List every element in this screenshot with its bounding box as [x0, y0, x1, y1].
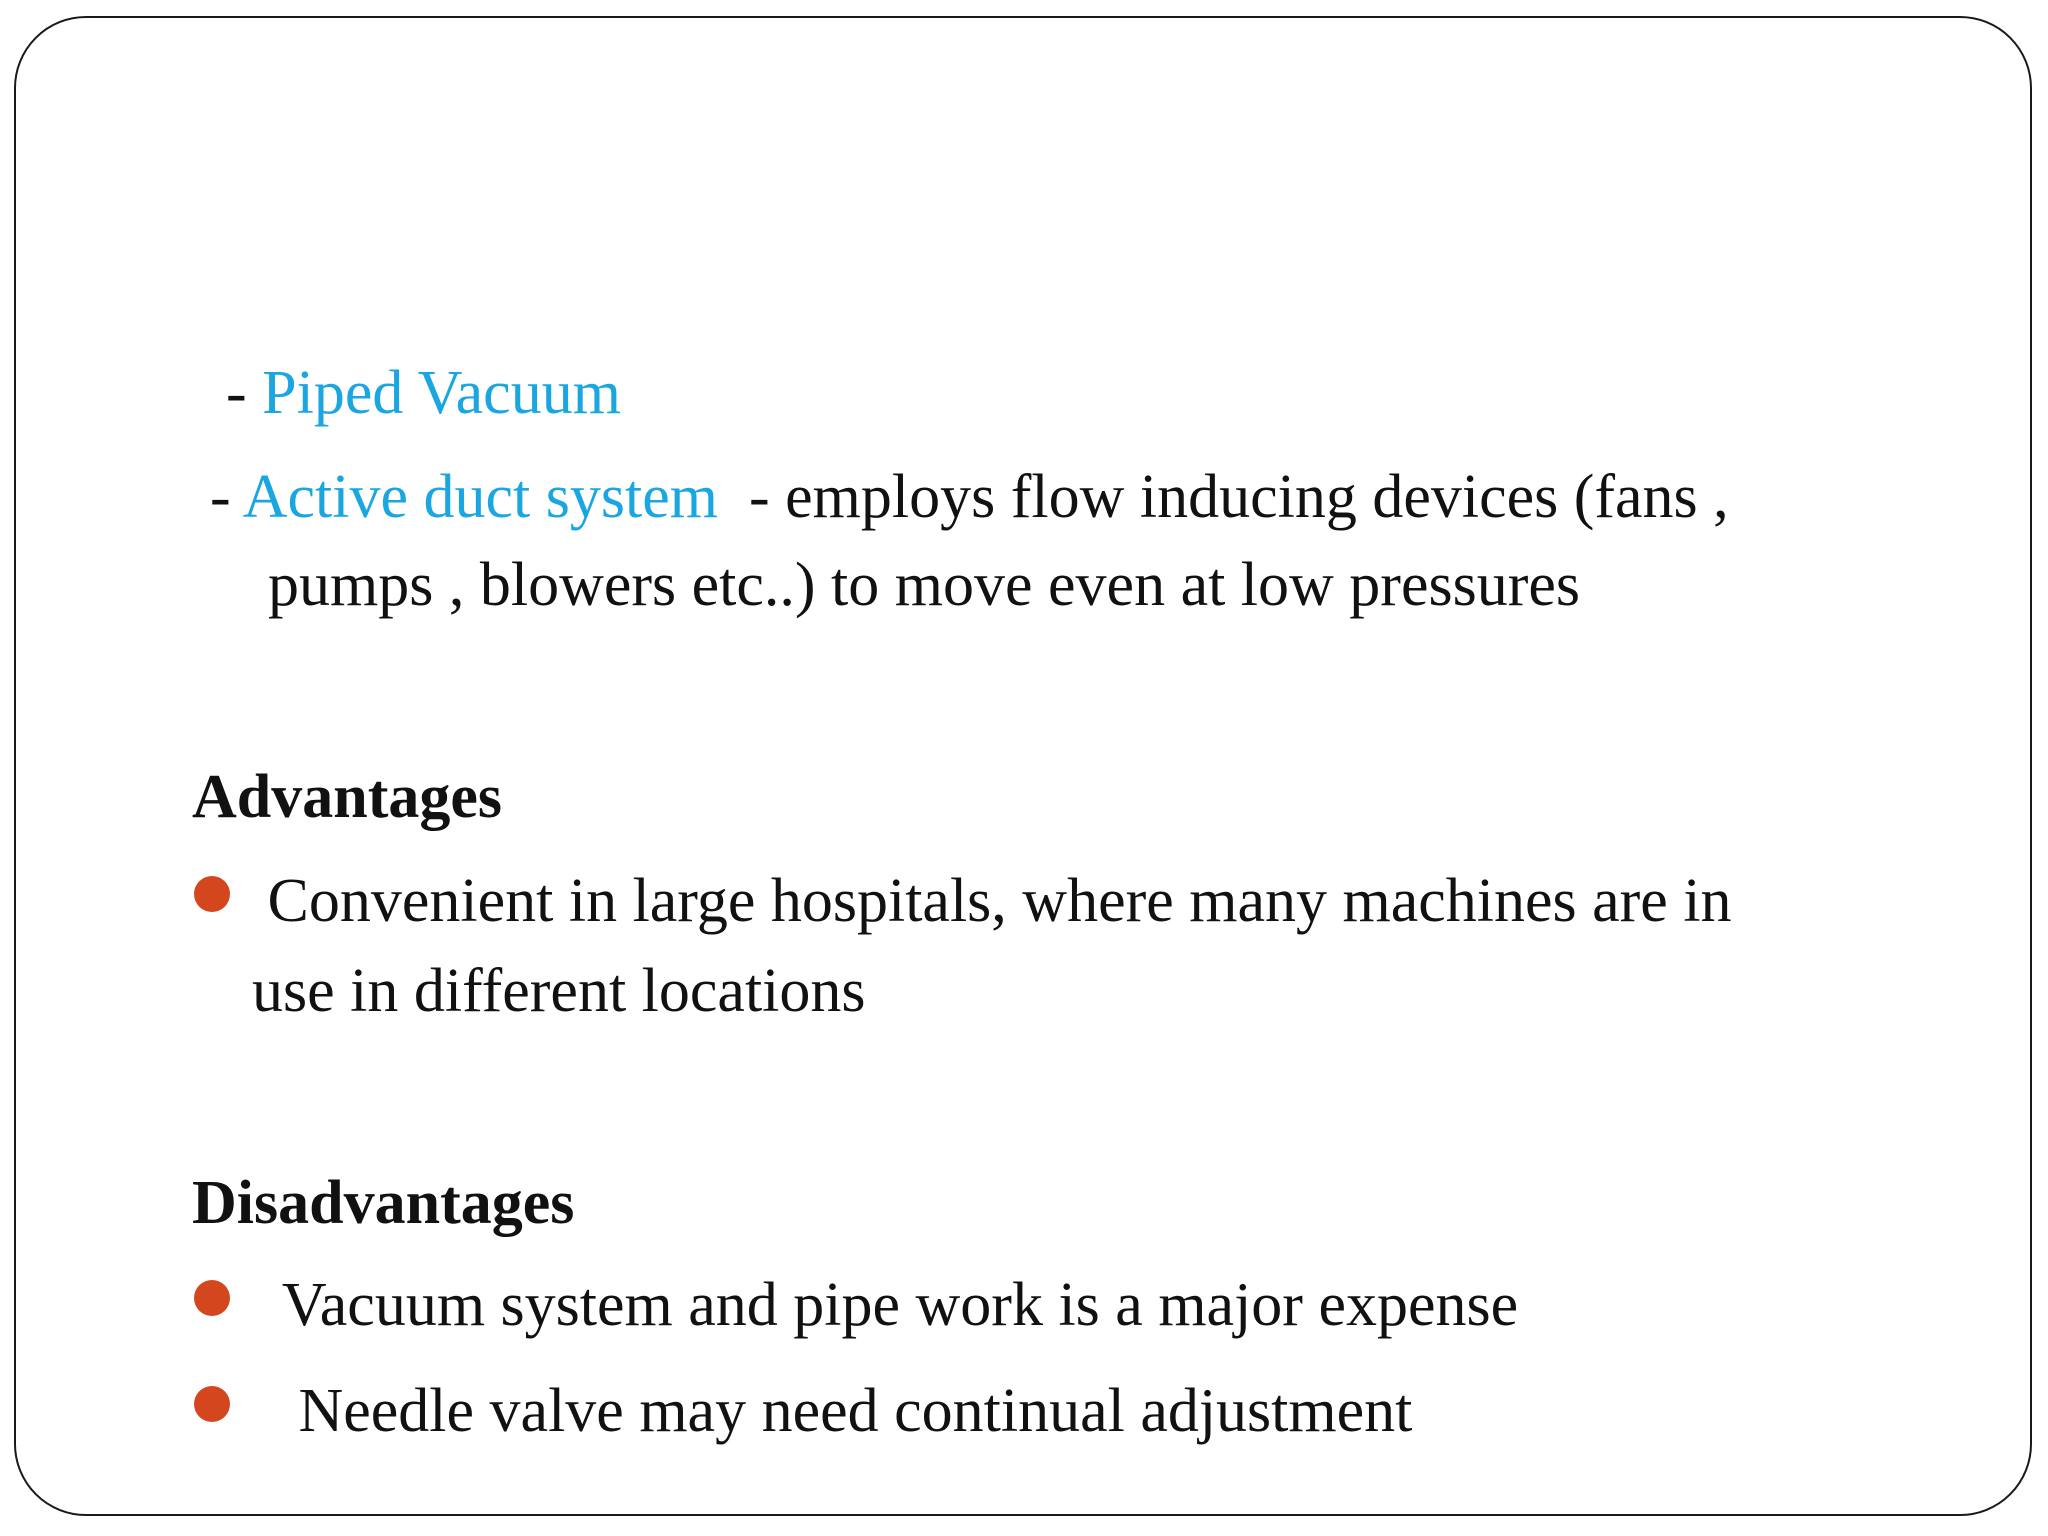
disadvantage-item: Needle valve may need continual adjustment: [252, 1377, 1413, 1445]
advantage-item-line2: use in different locations: [252, 957, 866, 1025]
piped-vacuum-line: [226, 359, 621, 427]
bullet-icon: [194, 1386, 230, 1422]
advantages-heading: Advantages: [192, 763, 503, 831]
piped-vacuum-term: Piped Vacuum: [262, 359, 621, 427]
dash: -: [226, 359, 263, 427]
bullet-icon: [194, 876, 230, 912]
dash: -: [210, 463, 243, 531]
bullet-icon: [194, 1280, 230, 1316]
active-duct-term: Active duct system: [242, 463, 718, 531]
disadvantage-item: Vacuum system and pipe work is a major expense: [252, 1271, 1519, 1339]
disadvantages-heading: Disadvantages: [192, 1169, 575, 1237]
active-duct-description: - employs flow inducing devices (fans ,: [717, 463, 1729, 531]
active-duct-line: [210, 463, 1729, 531]
advantage-item-line1: Convenient in large hospitals, where many machines are in: [252, 867, 1732, 935]
active-duct-description-continued: pumps , blowers etc..) to move even at low pressures: [268, 551, 1581, 619]
